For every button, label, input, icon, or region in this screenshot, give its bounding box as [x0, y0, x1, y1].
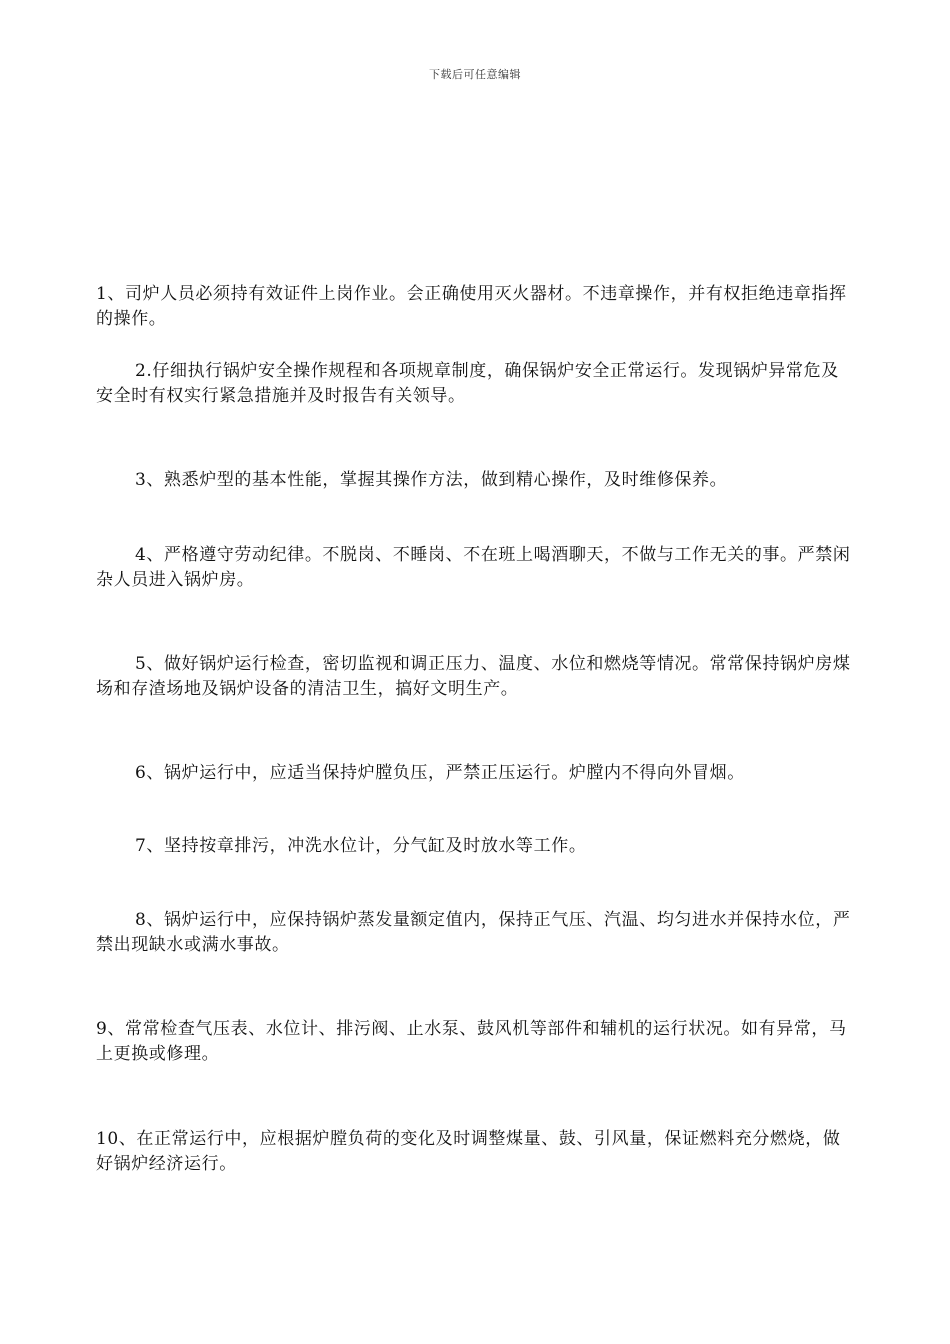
paragraph-3: 3、熟悉炉型的基本性能，掌握其操作方法，做到精心操作，及时维修保养。: [135, 470, 728, 490]
paragraph-5: 5、做好锅炉运行检查，密切监视和调正压力、温度、水位和燃烧等情况。常常保持锅炉房煤场和存渣场地及锅炉设备的清洁卫生，搞好文明生产。: [96, 654, 851, 699]
paragraph-7: 7、坚持按章排污，冲洗水位计，分气缸及时放水等工作。: [135, 836, 587, 856]
paragraph-6: 6、锅炉运行中，应适当保持炉膛负压，严禁正压运行。炉膛内不得向外冒烟。: [135, 763, 745, 783]
header-note: 下载后可任意编辑: [429, 68, 521, 81]
paragraph-2: 2.仔细执行锅炉安全操作规程和各项规章制度，确保锅炉安全正常运行。发现锅炉异常危及安全时有权实行紧急措施并及时报告有关领导。: [96, 361, 839, 406]
paragraph-1: 1、司炉人员必须持有效证件上岗作业。会正确使用灭火器材。不违章操作，并有权拒绝违章指挥的操作。: [96, 284, 847, 329]
paragraph-10: 10、在正常运行中，应根据炉膛负荷的变化及时调整煤量、鼓、引风量，保证燃料充分燃烧，做好锅炉经济运行。: [96, 1129, 841, 1174]
paragraph-9: 9、常常检查气压表、水位计、排污阀、止水泵、鼓风机等部件和辅机的运行状况。如有异常，马上更换或修理。: [96, 1019, 847, 1064]
paragraph-4: 4、严格遵守劳动纪律。不脱岗、不睡岗、不在班上喝酒聊天，不做与工作无关的事。严禁闲杂人员进入锅炉房。: [96, 545, 851, 590]
paragraph-8: 8、锅炉运行中，应保持锅炉蒸发量额定值内，保持正气压、汽温、均匀进水并保持水位，严禁出现缺水或满水事故。: [96, 910, 851, 955]
